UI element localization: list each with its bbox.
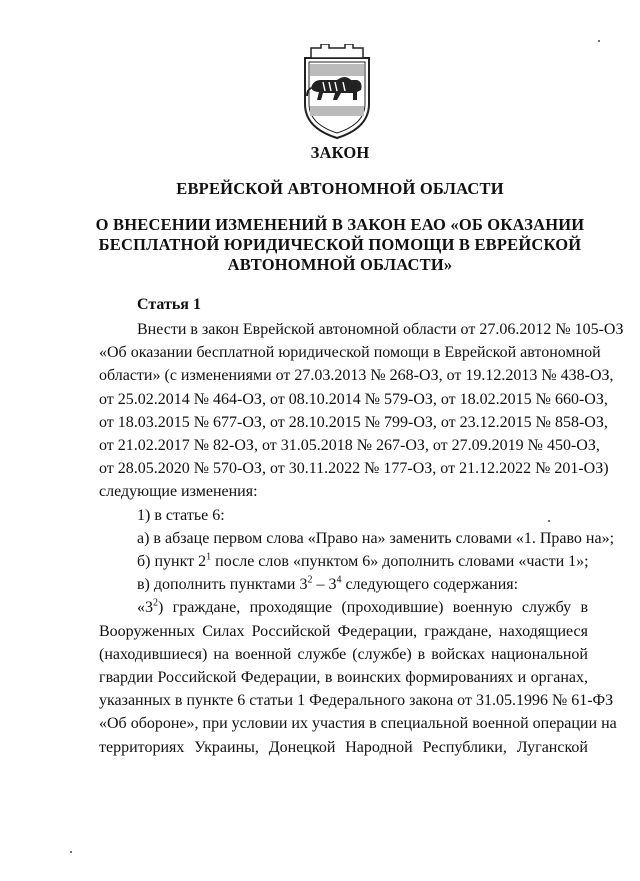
article-body xyxy=(99,318,624,759)
subject-line: БЕСПЛАТНОЙ ЮРИДИЧЕСКОЙ ПОМОЩИ В ЕВРЕЙСКОЙ xyxy=(98,235,582,254)
superscript: 4 xyxy=(336,574,342,586)
text-line: (находившиеся) на военной службе (службе) в войсках национальной xyxy=(99,645,588,663)
superscript: 1 xyxy=(206,551,212,563)
coat-of-arms-emblem xyxy=(301,44,373,140)
text-line: от 18.03.2015 № 677-ОЗ, от 28.10.2015 № 799-ОЗ, от 23.12.2015 № 858-ОЗ, xyxy=(99,413,608,431)
item-v xyxy=(99,573,588,596)
scan-speck xyxy=(548,520,550,522)
clause-3-2 xyxy=(99,596,617,758)
item-b xyxy=(99,550,588,573)
item-v-text: – 3 xyxy=(312,576,337,594)
article-title: Статья 1 xyxy=(137,296,201,313)
region-title: ЕВРЕЙСКОЙ АВТОНОМНОЙ ОБЛАСТИ xyxy=(176,179,504,198)
clause-text: «3 xyxy=(137,599,153,617)
text-line: от 21.02.2017 № 82-ОЗ, от 31.05.2018 № 267-ОЗ, от 27.09.2019 № 450-ОЗ, xyxy=(99,437,600,455)
scan-speck xyxy=(70,851,72,853)
item-1: 1) в статье 6: xyxy=(137,506,225,524)
subject-line: О ВНЕСЕНИИ ИЗМЕНЕНИЙ В ЗАКОН ЕАО «ОБ ОКАЗАНИИ xyxy=(95,215,585,234)
text-line: следующие изменения: xyxy=(99,483,258,501)
item-b-text: б) пункт 2 xyxy=(137,553,207,571)
law-subject-title xyxy=(80,215,600,275)
scan-speck xyxy=(598,40,600,42)
text-line: «Об обороне», при условии их участия в специальной военной операции на xyxy=(99,715,617,733)
item-b-text: после слов «пунктом 6» дополнить словами «части 1»; xyxy=(211,553,589,571)
intro-paragraph xyxy=(99,318,624,504)
law-title: ЗАКОН xyxy=(310,143,370,162)
text-line: «Об оказании бесплатной юридической помощи в Еврейской автономной xyxy=(99,344,601,362)
text-line: территориях Украины, Донецкой Народной Республики, Луганской xyxy=(99,738,588,756)
subject-line: АВТОНОМНОЙ ОБЛАСТИ» xyxy=(227,255,453,274)
item-a: а) в абзаце первом слова «Право на» заменить словами «1. Право на»; xyxy=(137,529,615,547)
text-line: гвардии Российской Федерации, в воинских формированиях и органах, xyxy=(99,669,588,687)
text-line: области» (с изменениями от 27.03.2013 № 268-ОЗ, от 19.12.2013 № 438-ОЗ, xyxy=(99,367,614,385)
text-line: от 28.05.2020 № 570-ОЗ, от 30.11.2022 № 177-ОЗ, от 21.12.2022 № 201-ОЗ) xyxy=(99,460,609,478)
text-line: от 25.02.2014 № 464-ОЗ, от 08.10.2014 № 579-ОЗ, от 18.02.2015 № 660-ОЗ, xyxy=(99,390,608,408)
item-v-text: следующего содержания: xyxy=(341,576,519,594)
superscript: 2 xyxy=(153,598,158,610)
text-line xyxy=(99,596,588,619)
text-line: Вооруженных Силах Российской Федерации, граждане, находящиеся xyxy=(99,622,588,640)
superscript: 2 xyxy=(307,574,313,586)
clause-text: ) граждане, проходящие (проходившие) военную службу в xyxy=(158,599,588,617)
item-v-text: в) дополнить пунктами 3 xyxy=(137,576,308,594)
text-line: Внести в закон Еврейской автономной области от 27.06.2012 № 105-ОЗ xyxy=(137,321,624,338)
text-line: указанных в пункте 6 статьи 1 Федерального закона от 31.05.1996 № 61-ФЗ xyxy=(99,692,614,710)
